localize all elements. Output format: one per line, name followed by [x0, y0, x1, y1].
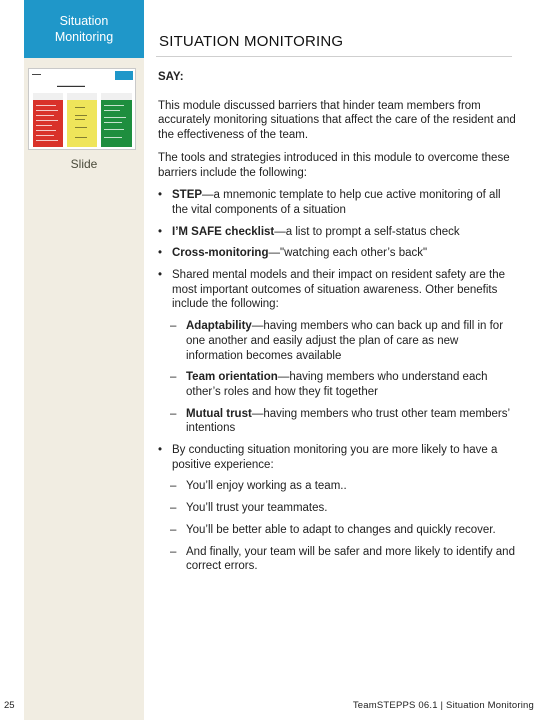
thumbnail-column-yellow [67, 93, 97, 147]
thumbnail-column-green [101, 93, 132, 147]
dash-marker: – [170, 371, 177, 384]
sub-bullet-item [158, 407, 516, 436]
sub-bullet-item [158, 319, 516, 363]
dash-marker: – [170, 320, 177, 333]
thumbnail-logo: ▬▬▬ [32, 72, 41, 76]
paragraph: The tools and strategies introduced in this module to overcome these barriers include the following: [158, 151, 510, 179]
bullet-marker: • [158, 189, 163, 202]
bullet-term: Cross-monitoring [172, 247, 269, 260]
paragraph: This module discussed barriers that hinder team members from accurately monitoring situations that affect the care of the resident and the effectiveness of the team. [158, 99, 516, 142]
sub-bullet-text: —having members who understand each other’s roles and how they fit together [186, 371, 488, 398]
bullet-text: —"watching each other’s back" [268, 247, 428, 260]
bullet-text: —a mnemonic template to help cue active monitoring of all the vital components of a situation [172, 189, 501, 216]
bullet-term: I’M SAFE checklist [172, 225, 275, 238]
bullet-term: STEP [172, 189, 203, 202]
bullet-item [158, 246, 516, 261]
slide-thumbnail [28, 68, 136, 150]
dash-marker: – [170, 523, 177, 536]
dash-marker: – [170, 502, 177, 515]
slide-label: Slide [70, 157, 98, 171]
dash-marker: – [170, 480, 177, 493]
bullet-marker: • [158, 225, 163, 238]
section-tab [24, 0, 144, 58]
page-number: 25 [4, 700, 15, 711]
sub-bullet-item [158, 545, 516, 574]
sub-bullet-text: You’ll be better able to adapt to changes and quickly recover. [186, 523, 496, 536]
sub-bullet-text: —having members who can back up and fill in for one another and easily adjust the plan of care as new information becomes available [186, 320, 504, 362]
bullet-item [158, 443, 516, 472]
title-divider [156, 56, 512, 57]
sub-bullet-term: Adaptability [186, 320, 252, 333]
sub-bullet-term: Team orientation [186, 371, 278, 384]
bullet-text: By conducting situation monitoring you are more likely to have a positive experience: [172, 444, 498, 471]
thumbnail-column-red [33, 93, 63, 147]
bullet-marker: • [158, 444, 163, 457]
say-label: SAY: [158, 71, 184, 83]
sub-bullet-item [158, 479, 516, 494]
bullet-item [158, 268, 516, 312]
bullet-item [158, 188, 516, 217]
page-title: SITUATION MONITORING [159, 33, 344, 50]
main-content [158, 70, 516, 581]
thumbnail-badge [115, 71, 133, 80]
dash-marker: – [170, 407, 177, 420]
footer-text: TeamSTEPPS 06.1 | Situation Monitoring [352, 700, 534, 711]
sub-bullet-item [158, 370, 516, 399]
bullet-marker: • [158, 247, 163, 260]
bullet-text: Shared mental models and their impact on resident safety are the most important outcomes of situation awareness. Other benefits include the following: [172, 269, 506, 311]
sub-bullet-text: —having members who trust other team members’ intentions [186, 407, 510, 435]
sub-bullet-item [158, 523, 516, 538]
section-tab-line2: Monitoring [54, 30, 114, 44]
bullet-marker: • [158, 269, 163, 282]
sub-bullet-text: You’ll enjoy working as a team.. [186, 480, 347, 493]
sub-bullet-text: You’ll trust your teammates. [186, 502, 328, 515]
thumbnail-heading: ▬▬▬▬▬▬▬ [57, 83, 85, 88]
bullet-text: —a list to prompt a self-status check [274, 225, 460, 238]
bullet-item [158, 225, 516, 240]
dash-marker: – [170, 545, 177, 558]
sub-bullet-term: Mutual trust [186, 407, 252, 420]
section-tab-line1: Situation [59, 14, 109, 28]
sub-bullet-text: And finally, your team will be safer and more likely to identify and correct errors. [186, 545, 515, 573]
sub-bullet-item [158, 501, 516, 516]
